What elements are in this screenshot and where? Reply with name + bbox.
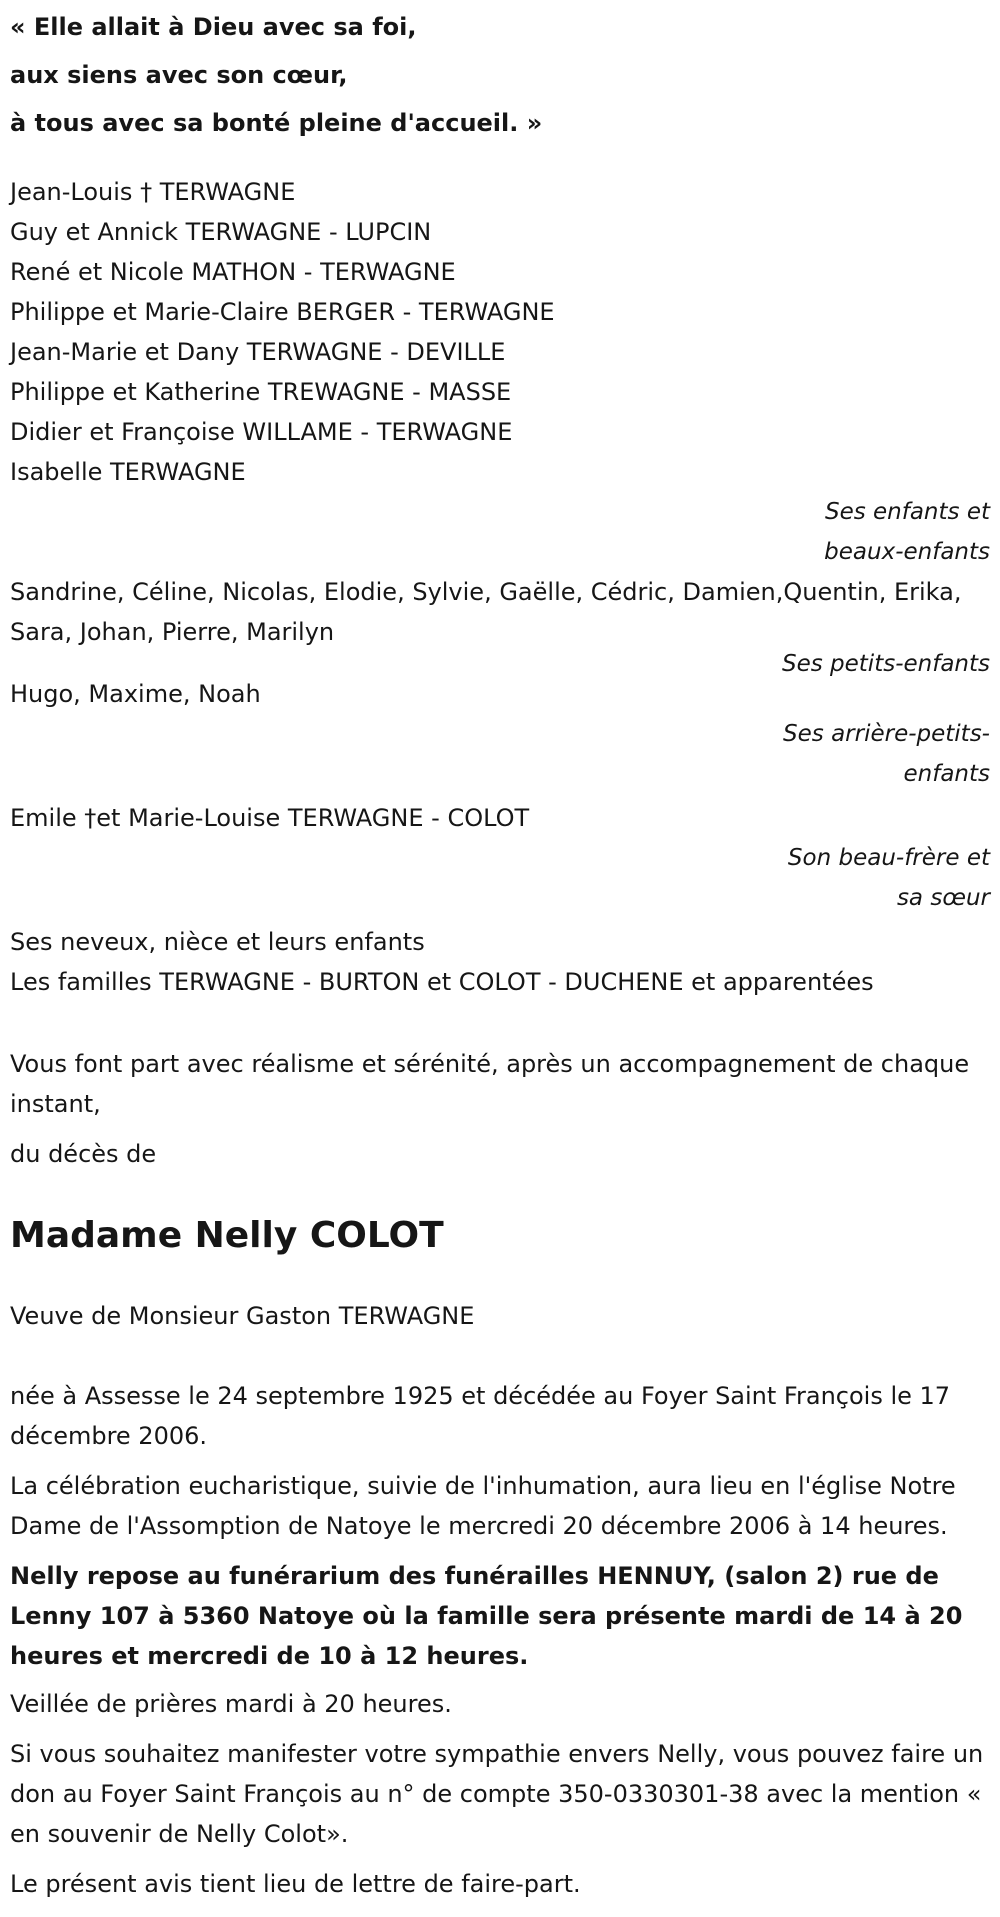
donation-line: Si vous souhaitez manifester votre sympathie envers Nelly, vous pouvez faire un don au Foyer Saint François au n° de compte 350-0330301-38 avec la mention « en souvenir de Nelly Colot». [10, 1740, 984, 1848]
quote-line-1: « Elle allait à Dieu avec sa foi, [10, 13, 417, 41]
child-entry: René et Nicole MATHON - TERWAGNE [10, 258, 456, 286]
child-entry: Jean-Louis † TERWAGNE [10, 178, 296, 206]
deces-line: du décès de [10, 1140, 157, 1168]
children-list [10, 172, 990, 492]
child-entry: Jean-Marie et Dany TERWAGNE - DEVILLE [10, 338, 506, 366]
role-children-label: Ses enfants et beaux-enfants [824, 499, 990, 565]
quote-line-3: à tous avec sa bonté pleine d'accueil. » [10, 109, 543, 137]
role-in-laws-label: Son beau-frère et sa sœur [787, 845, 990, 911]
vigil-line: Veillée de prières mardi à 20 heures. [10, 1690, 452, 1718]
child-entry: Guy et Annick TERWAGNE - LUPCIN [10, 218, 432, 246]
families-line: Les familles TERWAGNE - BURTON et COLOT - DUCHENE et apparentées [10, 968, 874, 996]
funerarium-line: Nelly repose au funérarium des funérailles HENNUY, (salon 2) rue de Lenny 107 à 5360 Natoye où la famille sera présente mardi de 14 à 20 heures et mercredi de 10 à 12 heures. [10, 1562, 963, 1670]
quote-line-2: aux siens avec son cœur, [10, 61, 348, 89]
child-entry: Philippe et Marie-Claire BERGER - TERWAGNE [10, 298, 555, 326]
child-entry: Philippe et Katherine TREWAGNE - MASSE [10, 378, 512, 406]
opening-quote [10, 0, 990, 138]
announcement-intro: Vous font part avec réalisme et sérénité, après un accompagnement de chaque instant, [10, 1050, 970, 1118]
birth-death-line: née à Assesse le 24 septembre 1925 et décédée au Foyer Saint François le 17 décembre 2006. [10, 1382, 951, 1450]
deceased-name: Madame Nelly COLOT [10, 1215, 444, 1256]
role-grandchildren-label: Ses petits-enfants [782, 651, 990, 677]
role-great-grandchildren-label: Ses arrière-petits-enfants [783, 721, 990, 787]
in-laws-names: Emile †et Marie-Louise TERWAGNE - COLOT [10, 804, 530, 832]
child-entry: Isabelle TERWAGNE [10, 458, 246, 486]
grandchildren-names: Sandrine, Céline, Nicolas, Elodie, Sylvie, Gaëlle, Cédric, Damien,Quentin, Erika, Sara, Johan, Pierre, Marilyn [10, 578, 962, 646]
child-entry: Didier et Françoise WILLAME - TERWAGNE [10, 418, 513, 446]
closing-line: Le présent avis tient lieu de lettre de faire-part. [10, 1870, 581, 1898]
nephews-line: Ses neveux, nièce et leurs enfants [10, 928, 425, 956]
great-grandchildren-names: Hugo, Maxime, Noah [10, 680, 261, 708]
widow-line: Veuve de Monsieur Gaston TERWAGNE [10, 1302, 475, 1330]
ceremony-line: La célébration eucharistique, suivie de l'inhumation, aura lieu en l'église Notre Dame de l'Assomption de Natoye le mercredi 20 décembre 2006 à 14 heures. [10, 1472, 956, 1540]
